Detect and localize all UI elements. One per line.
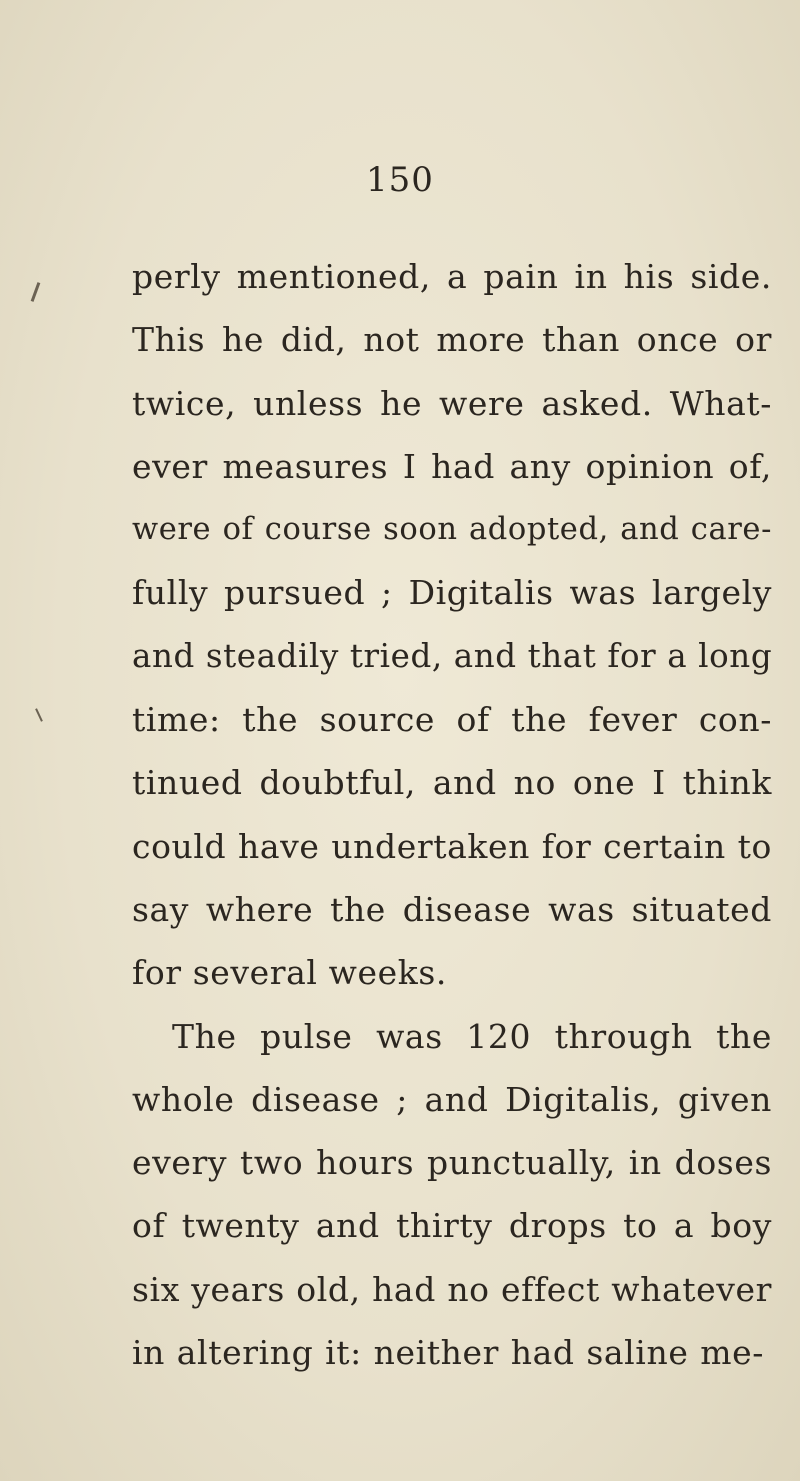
body-text — [132, 245, 772, 1384]
text-line: say where the disease was situated — [132, 889, 772, 929]
text-line: time: the source of the fever con- — [132, 700, 772, 740]
text-line: The pulse was 120 through the — [172, 1016, 772, 1056]
text-line: tinued doubtful, and no one I think — [132, 763, 772, 803]
text-line: every two hours punctually, in doses — [132, 1143, 772, 1183]
text-line: whole disease ; and Digitalis, given — [132, 1079, 772, 1119]
text-line: could have undertaken for certain to — [132, 826, 772, 866]
text-line: and steadily tried, and that for a long — [132, 636, 773, 675]
margin-mark — [31, 282, 41, 302]
text-line: in altering it: neither had saline me- — [132, 1333, 764, 1373]
text-line: perly mentioned, a pain in his side. — [132, 257, 772, 296]
text-line: for several weeks. — [132, 953, 448, 993]
margin-mark — [35, 708, 43, 722]
page-number: 150 — [366, 160, 434, 200]
text-line: six years old, had no effect whatever — [132, 1269, 772, 1309]
text-line: were of course soon adopted, and care- — [132, 512, 772, 548]
text-line: This he did, not more than once or — [132, 320, 772, 360]
text-line: ever measures I had any opinion of, — [132, 446, 772, 486]
text-line: of twenty and thirty drops to a boy — [132, 1206, 772, 1246]
text-line: twice, unless he were asked. What- — [132, 383, 772, 423]
text-line: fully pursued ; Digitalis was largely — [132, 573, 772, 613]
